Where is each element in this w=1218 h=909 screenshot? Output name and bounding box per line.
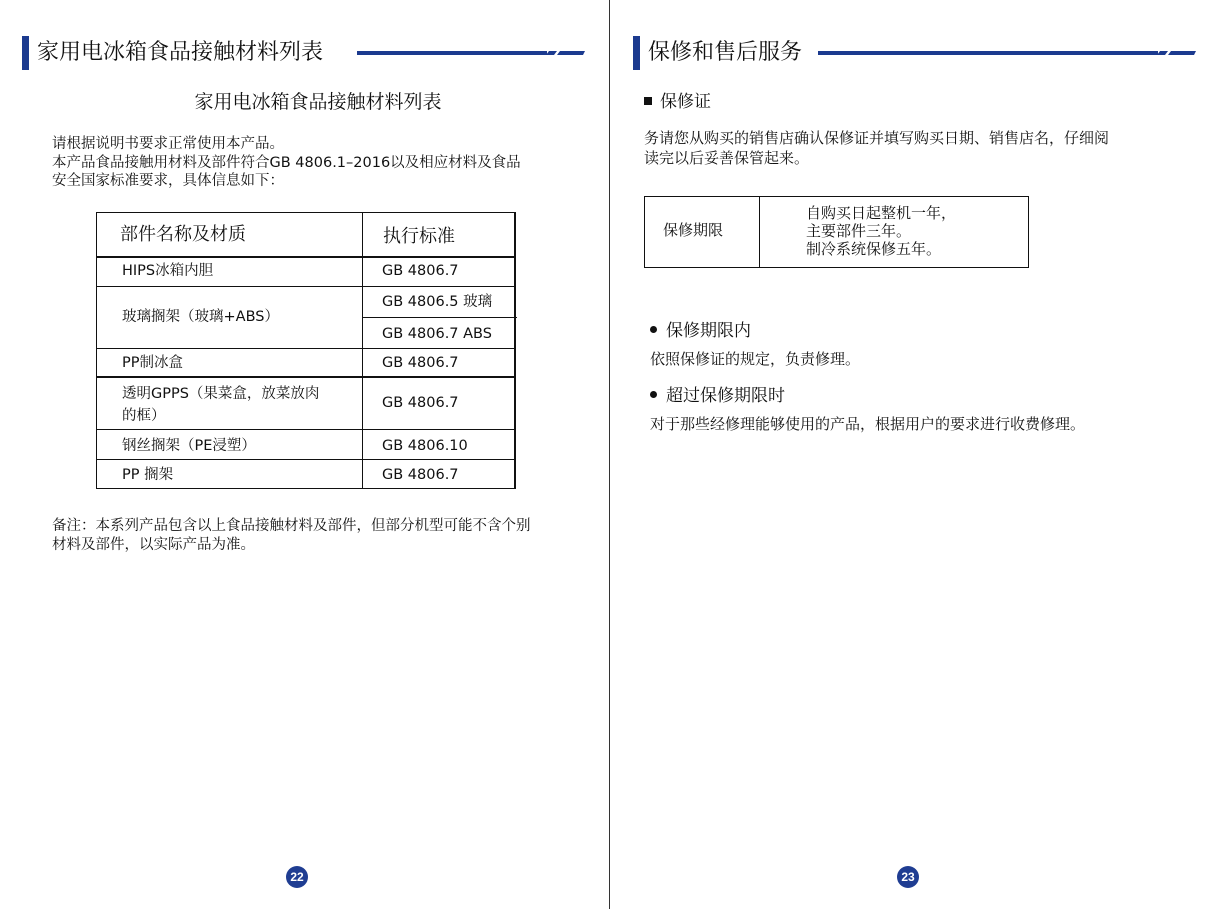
warranty-text-line: 务请您从购买的销售店确认保修证并填写购买日期、销售店名，仔细阅 bbox=[644, 129, 1110, 147]
cell-standard: GB 4806.7 bbox=[382, 263, 459, 279]
intro-line: 本产品食品接触用材料及部件符合GB 4806.1–2016以及相应材料及食品 bbox=[52, 154, 521, 171]
cell-part: 钢丝搁架（PE浸塑） bbox=[122, 438, 256, 454]
intro-line: 请根据说明书要求正常使用本产品。 bbox=[52, 136, 284, 152]
warranty-period-line: 主要部件三年。 bbox=[806, 222, 912, 240]
note-line: 备注：本系列产品包含以上食品接触材料及部件，但部分机型可能不含个别 bbox=[52, 518, 531, 534]
cell-part: PP制冰盒 bbox=[122, 355, 183, 371]
left-section-header bbox=[22, 36, 587, 70]
cell-part: PP 搁架 bbox=[122, 467, 174, 483]
right-section-header bbox=[633, 36, 1198, 70]
note-paragraph bbox=[52, 517, 531, 554]
warranty-card-text bbox=[644, 128, 1109, 168]
note-line: 材料及部件，以实际产品为准。 bbox=[52, 536, 255, 553]
left-section-title: 家用电冰箱食品接触材料列表 bbox=[37, 40, 324, 65]
doc-title: 家用电冰箱食品接触材料列表 bbox=[194, 91, 442, 113]
within-period-heading bbox=[650, 320, 751, 342]
section-accent-bar bbox=[22, 36, 29, 70]
header-part: 部件名称及材质 bbox=[120, 224, 246, 245]
intro-paragraph bbox=[52, 135, 521, 191]
cell-standard: GB 4806.7 bbox=[382, 355, 459, 371]
dot-bullet-icon bbox=[650, 391, 657, 398]
row-line bbox=[97, 286, 514, 287]
warranty-text-line: 读完以后妥善保管起来。 bbox=[644, 149, 810, 167]
cell-standard: GB 4806.7 ABS bbox=[382, 326, 492, 342]
within-period-title: 保修期限内 bbox=[666, 321, 751, 341]
beyond-period-heading bbox=[650, 385, 785, 407]
warranty-card-title: 保修证 bbox=[660, 92, 711, 112]
cell-standard: GB 4806.7 bbox=[382, 395, 459, 411]
section-rule-decoration bbox=[357, 49, 585, 59]
warranty-period-table bbox=[644, 196, 1029, 268]
warranty-period-line: 自购买日起整机一年， bbox=[806, 204, 957, 222]
cell-standard: GB 4806.7 bbox=[382, 467, 459, 483]
header-standard: 执行标准 bbox=[383, 226, 455, 247]
row-line bbox=[97, 376, 514, 378]
intro-line: 安全国家标准要求，具体信息如下： bbox=[52, 173, 284, 189]
row-line bbox=[97, 429, 514, 430]
beyond-period-text: 对于那些经修理能够使用的产品，根据用户的要求进行收费修理。 bbox=[650, 415, 1086, 433]
cell-part: 的框） bbox=[122, 408, 166, 424]
right-page bbox=[610, 0, 1218, 909]
materials-table bbox=[96, 212, 516, 489]
dot-bullet-icon bbox=[650, 326, 657, 333]
row-line bbox=[97, 348, 514, 349]
page-number-badge: 23 bbox=[897, 866, 919, 888]
section-accent-bar bbox=[633, 36, 640, 70]
row-line bbox=[97, 459, 514, 460]
cell-part: 透明GPPS（果菜盒，放菜放肉 bbox=[122, 386, 320, 402]
column-divider bbox=[362, 213, 363, 488]
page-number-badge: 22 bbox=[286, 866, 308, 888]
warranty-card-heading bbox=[644, 91, 711, 113]
row-line bbox=[362, 317, 517, 318]
cell-part: 玻璃搁架（玻璃+ABS） bbox=[122, 309, 279, 325]
right-section-title: 保修和售后服务 bbox=[648, 40, 803, 65]
beyond-period-title: 超过保修期限时 bbox=[666, 386, 785, 406]
column-divider bbox=[759, 197, 760, 267]
warranty-period-line: 制冷系统保修五年。 bbox=[806, 240, 942, 258]
within-period-text: 依照保修证的规定，负责修理。 bbox=[650, 350, 861, 368]
cell-standard: GB 4806.10 bbox=[382, 438, 468, 454]
square-bullet-icon bbox=[644, 97, 652, 105]
cell-part: HIPS冰箱内胆 bbox=[122, 263, 214, 279]
warranty-period-label: 保修期限 bbox=[663, 221, 724, 239]
section-rule-decoration bbox=[818, 49, 1196, 59]
cell-standard: GB 4806.5 玻璃 bbox=[382, 294, 493, 310]
row-line bbox=[97, 256, 514, 258]
